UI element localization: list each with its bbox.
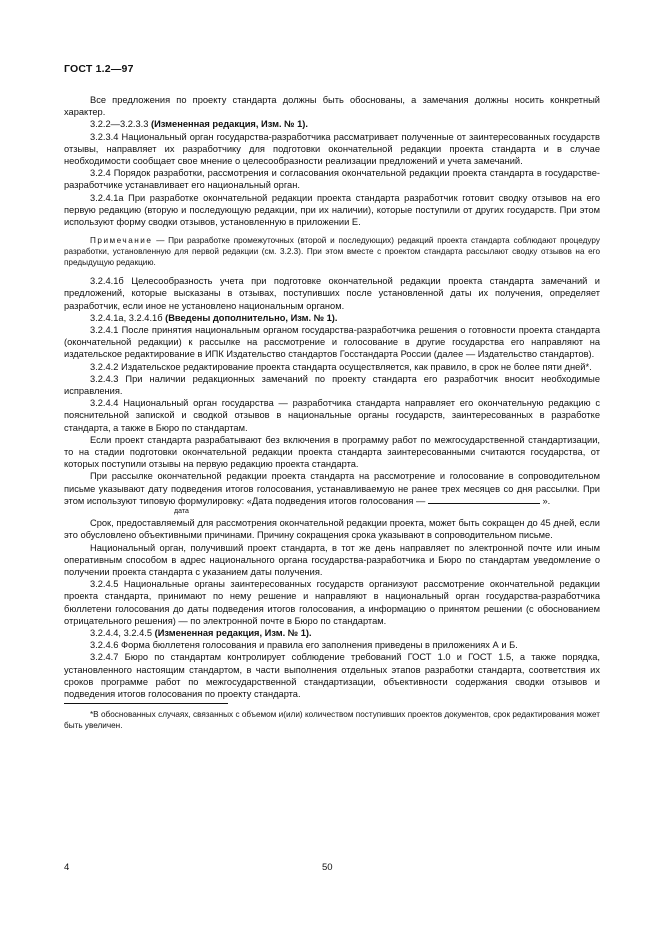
paragraph: 3.2.4.5 Национальные органы заинтересованных государств организуют рассмотрение окончательной редакции проекта стандарта, принимают по нему решение и направляют в национальный орган государства-разработчика бюллетени голосования до даты подведения итогов голосования, а информацию о принятом решении (с обоснованием отрицательного решения) — по электронной почте в Бюро по стандартам. — [64, 579, 600, 626]
paragraph: 3.2.4.1б Целесообразность учета при подготовке окончательной редакции проекта стандарта замечаний и предложений, которые высказаны в отзывах, поступивших после установленной даты их получения, определяет разработчик, если иное не установлено национальным органом. — [64, 276, 600, 311]
document-page — [64, 0, 600, 936]
page-number-left: 4 — [64, 862, 70, 873]
paragraph-text: ». — [539, 495, 551, 506]
amendment-note: (Измененная редакция, Изм. № 1). — [151, 119, 308, 130]
paragraph-text: При рассылке окончательной редакции проекта стандарта на рассмотрение и голосование в сопроводительном письме указывают дату подведения итогов голосования, устанавливаемую не ранее трех месяцев со дня рассылки. При этом используют типовую формулировку: «Дата подведения итогов голосования — — [64, 471, 600, 506]
paragraph: 3.2.4.2 Издательское редактирование проекта стандарта осуществляется, как правило, в срок не более пяти дней*. — [90, 361, 592, 372]
note — [64, 235, 600, 268]
paragraph: 3.2.4.6 Форма бюллетеня голосования и правила его заполнения приведены в приложениях А и Б. — [90, 640, 518, 651]
paragraph: 3.2.4.1 После принятия национальным органом государства-разработчика решения о готовности проекта стандарта (окончательной редакции) к рассылке на рассмотрение и голосование в другие государства его направляют на издательское редактирование в ИПК Издательство стандартов Госстандарта России (далее — Издательство стандартов). — [64, 325, 600, 360]
clause-number: 3.2.4.1а, 3.2.4.1б — [90, 312, 166, 323]
paragraph: 3.2.4 Порядок разработки, рассмотрения и согласования окончательной редакции проекта стандарта в государстве-разработчике устанавливает его национальный орган. — [64, 168, 600, 191]
clause-number: 3.2.4.4, 3.2.4.5 — [90, 627, 155, 638]
paragraph — [64, 470, 600, 507]
paragraph: 3.2.4.4 Национальный орган государства — разработчика стандарта направляет его окончательную редакцию с пояснительной запиской и сводкой отзывов в национальные органы государств, заинтересованных в разработке стандарта, а также в Бюро по стандартам. — [64, 398, 600, 433]
paragraph: 3.2.4.1а При разработке окончательной редакции проекта стандарта разработчик готовит сводку отзывов на его первую редакцию (вторую и последующую редакции, при их наличии), которые поступили от других государств. При этом используют форму сводки отзывов, установленную в приложении Е. — [64, 192, 600, 228]
amendment-note: (Измененная редакция, Изм. № 1). — [154, 627, 312, 638]
note-label: Примечание — [90, 236, 153, 246]
clause-number: 3.2.2—3.2.3.3 — [90, 119, 151, 130]
blank-caption: дата — [174, 508, 189, 516]
page-number-center: 50 — [322, 862, 333, 873]
paragraph: Если проект стандарта разрабатывают без включения в программу работ по межгосударственной стандартизации, то на стадии подготовки окончательной редакции проекта стандарта заинтересованными считаются государства, от которых поступили отзывы на первую редакцию проекта стандарта. — [64, 434, 600, 470]
date-blank-line — [428, 495, 540, 504]
paragraph: 3.2.4.7 Бюро по стандартам контролирует соблюдение требований ГОСТ 1.0 и ГОСТ 1.5, а также порядка, установленного настоящим стандартом, в части выполнения отдельных этапов разработки стандарта, соответствия их сроков программе работ по межгосударственной стандартизации, объективности содержания сводки отзывов и подведения итогов голосования по проекту стандарта. — [64, 652, 600, 699]
paragraph: 3.2.3.4 Национальный орган государства-разработчика рассматривает полученные от заинтересованных государств отзывы, направляет их разработчику для подготовки окончательной редакции проекта стандарта и в случае необходимости сообщает свое мнение о целесообразности реализации предложений и учета замечаний. — [64, 131, 600, 167]
paragraph — [64, 627, 600, 639]
paragraph — [64, 118, 600, 130]
amendment-note: (Введены дополнительно, Изм. № 1). — [165, 312, 338, 323]
paragraph: Срок, предоставляемый для рассмотрения окончательной редакции проекта, может быть сокращен до 45 дней, если это обусловлено объективными причинами. Причину сокращения срока указывают в сопроводительном письме. — [64, 518, 600, 541]
document-header: ГОСТ 1.2—97 — [64, 63, 134, 75]
footnote-divider — [64, 703, 228, 704]
paragraph: 3.2.4.3 При наличии редакционных замечаний по проекту стандарта его разработчик вносит необходимые исправления. — [64, 373, 600, 397]
document-body — [64, 94, 600, 731]
note-text: — При разработке промежуточных (второй и последующих) редакций проекта стандарта соблюдают процедуру разработки, установленную для первой редакции (см. 3.2.3). При этом вместе с проектом стандарта рассылают сводку отзывов на его предыдущую редакцию. — [64, 236, 600, 268]
paragraph: Все предложения по проекту стандарта должны быть обоснованы, а замечания должны носить конкретный характер. — [64, 95, 600, 118]
paragraph — [64, 312, 600, 324]
footnote: *В обоснованных случаях, связанных с объемом и(или) количеством поступивших проектов документов, срок редактирования может быть увеличен. — [64, 710, 600, 731]
paragraph: Национальный орган, получивший проект стандарта, в тот же день направляет по электронной почте или иным оперативным способом в адрес национального органа государства-разработчика и Бюро по стандартам уведомление о получении проекта стандарта с указанием даты получения. — [64, 542, 600, 577]
